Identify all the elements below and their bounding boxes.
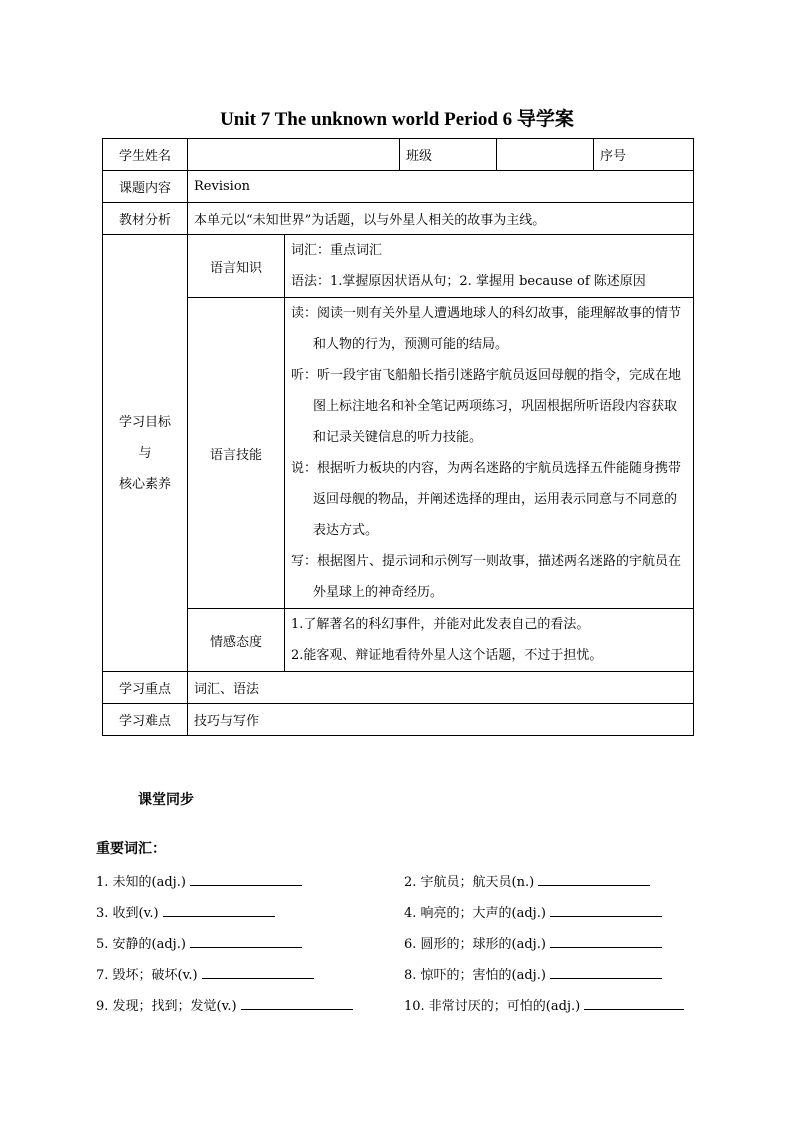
- student-name-label: 学生姓名: [103, 139, 188, 171]
- vocab-item: [96, 933, 302, 952]
- vocab-prompt: 1. 未知的(adj.): [96, 875, 186, 890]
- table-row: [103, 235, 694, 298]
- attitude-content: [285, 609, 694, 672]
- vocab-item: [96, 995, 353, 1014]
- table-row: [103, 203, 694, 235]
- difficulties-label: 学习难点: [103, 704, 188, 736]
- number-label: 序号: [594, 139, 694, 171]
- vocab-prompt: 4. 响亮的；大声的(adj.): [404, 906, 546, 921]
- vocab-item: [404, 933, 662, 952]
- vocab-item: [96, 871, 302, 890]
- language-skills-label: 语言技能: [188, 298, 285, 609]
- vocab-prompt: 5. 安静的(adj.): [96, 937, 186, 952]
- answer-blank[interactable]: [163, 904, 275, 917]
- student-name-field[interactable]: [188, 139, 400, 171]
- reading-skill: 读：阅读一则有关外星人遭遇地球人的科幻故事，能理解故事的情节和人物的行为，预测可能的结局。: [291, 306, 682, 352]
- attitude-line: 1.了解著名的科幻事件，并能对此发表自己的看法。: [291, 617, 590, 632]
- table-row: [103, 609, 694, 672]
- language-knowledge-content: [285, 235, 694, 298]
- answer-blank[interactable]: [202, 966, 314, 979]
- table-row: [103, 171, 694, 203]
- vocab-item: [404, 995, 684, 1014]
- vocab-item: [404, 902, 662, 921]
- answer-blank[interactable]: [538, 873, 650, 886]
- attitude-line: 2.能客观、辩证地看待外星人这个话题，不过于担忧。: [291, 648, 603, 663]
- vocab-prompt: 9. 发现；找到；发觉(v.): [96, 999, 237, 1014]
- vocab-prompt: 2. 宇航员；航天员(n.): [404, 875, 535, 890]
- objectives-label-line: 与: [138, 445, 152, 461]
- class-field[interactable]: [497, 139, 594, 171]
- language-skills-content: [285, 298, 694, 609]
- objectives-label-line: 学习目标: [118, 414, 171, 430]
- table-row: [103, 704, 694, 736]
- vocab-prompt: 7. 毁坏；破坏(v.): [96, 968, 198, 983]
- section-title: 课堂同步: [138, 792, 194, 808]
- table-row: [103, 672, 694, 704]
- vocab-prompt: 10. 非常讨厌的；可怕的(adj.): [404, 999, 581, 1014]
- language-knowledge-line: 语法：1.掌握原因状语从句；2. 掌握用 because of 陈述原因: [291, 274, 646, 289]
- analysis-value: 本单元以“未知世界”为话题，以与外星人相关的故事为主线。: [188, 203, 694, 235]
- answer-blank[interactable]: [550, 904, 662, 917]
- vocab-item: [96, 902, 275, 921]
- writing-skill: 写：根据图片、提示词和示例写一则故事，描述两名迷路的宇航员在外星球上的神奇经历。: [291, 554, 682, 600]
- answer-blank[interactable]: [584, 997, 684, 1010]
- page-title: Unit 7 The unknown world Period 6 导学案: [220, 109, 574, 130]
- answer-blank[interactable]: [241, 997, 353, 1010]
- table-row: [103, 298, 694, 609]
- analysis-label: 教材分析: [103, 203, 188, 235]
- table-row: [103, 139, 694, 171]
- topic-value: Revision: [188, 171, 694, 203]
- lesson-info-table: [102, 138, 694, 736]
- answer-blank[interactable]: [550, 935, 662, 948]
- vocab-heading: 重要词汇：: [96, 841, 166, 857]
- class-label: 班级: [400, 139, 497, 171]
- attitude-label: 情感态度: [188, 609, 285, 672]
- key-points-label: 学习重点: [103, 672, 188, 704]
- objectives-label: [103, 235, 188, 672]
- difficulties-value: 技巧与写作: [188, 704, 694, 736]
- vocab-item: [404, 964, 662, 983]
- answer-blank[interactable]: [550, 966, 662, 979]
- vocab-item: [96, 964, 314, 983]
- objectives-label-line: 核心素养: [118, 476, 171, 492]
- topic-label: 课题内容: [103, 171, 188, 203]
- answer-blank[interactable]: [190, 873, 302, 886]
- language-knowledge-line: 词汇：重点词汇: [291, 243, 383, 258]
- language-knowledge-label: 语言知识: [188, 235, 285, 298]
- listening-skill: 听：听一段宇宙飞船船长指引迷路宇航员返回母舰的指令，完成在地图上标注地名和补全笔记两项练习，巩固根据所听语段内容获取和记录关键信息的听力技能。: [291, 368, 682, 445]
- speaking-skill: 说：根据听力板块的内容，为两名迷路的宇航员选择五件能随身携带返回母舰的物品，并阐述选择的理由，运用表示同意与不同意的表达方式。: [291, 461, 682, 538]
- vocab-item: [404, 871, 650, 890]
- answer-blank[interactable]: [190, 935, 302, 948]
- key-points-value: 词汇、语法: [188, 672, 694, 704]
- vocab-prompt: 8. 惊吓的；害怕的(adj.): [404, 968, 546, 983]
- vocab-prompt: 3. 收到(v.): [96, 906, 159, 921]
- vocab-prompt: 6. 圆形的；球形的(adj.): [404, 937, 546, 952]
